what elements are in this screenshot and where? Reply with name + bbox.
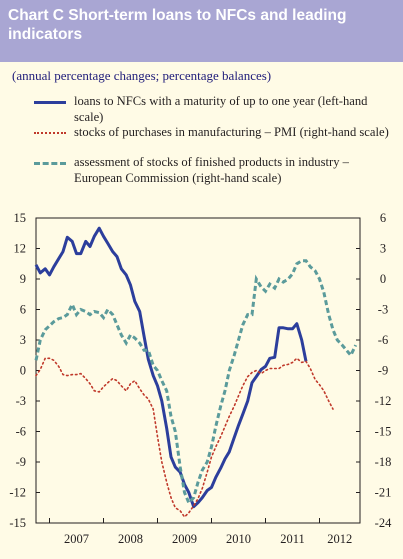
- x-tick-label: 2010: [226, 532, 251, 546]
- right-tick-label: -9: [377, 363, 389, 378]
- left-tick-label: -12: [9, 485, 26, 500]
- legend-label-pmi: stocks of purchases in manufacturing – PMI (right-hand scale): [74, 125, 389, 139]
- chart-subtitle: (annual percentage changes; percentage balances): [12, 68, 272, 83]
- left-tick-label: -3: [15, 394, 26, 408]
- right-tick-label: -21: [374, 485, 392, 500]
- chart-title: Chart C Short-term loans to NFCs and leading indicators: [8, 7, 347, 43]
- right-tick-label: -6: [377, 333, 389, 347]
- x-tick-label: 2012: [327, 532, 353, 546]
- x-tick-label: 2008: [118, 532, 143, 546]
- right-tick-label: -15: [374, 424, 392, 439]
- right-tick-label: -24: [374, 516, 392, 530]
- left-tick-label: 15: [13, 211, 26, 225]
- left-tick-label: 3: [19, 333, 26, 347]
- right-tick-label: -18: [374, 455, 392, 469]
- x-tick-label: 2007: [64, 532, 89, 546]
- left-tick-label: 6: [19, 302, 26, 317]
- series-line-loans: [36, 228, 306, 507]
- right-tick-label: -12: [374, 394, 392, 408]
- x-tick-label: 2009: [172, 532, 197, 546]
- left-tick-label: -9: [15, 455, 26, 469]
- series-line-ec: [36, 261, 356, 503]
- left-tick-label: -6: [15, 424, 26, 439]
- left-tick-label: 0: [19, 363, 26, 378]
- left-tick-label: 9: [19, 272, 26, 286]
- right-tick-label: 3: [379, 241, 387, 256]
- right-tick-label: -3: [377, 302, 389, 317]
- legend-label-ec: assessment of stocks of finished products in industry – European Commission (right-hand scale): [74, 155, 349, 185]
- left-tick-label: 12: [13, 241, 26, 256]
- left-tick-label: -15: [9, 516, 26, 530]
- right-tick-label: 0: [379, 272, 387, 286]
- legend-label-loans: loans to NFCs with a maturity of up to one year (left-hand scale): [74, 94, 368, 124]
- x-tick-label: 2011: [280, 532, 305, 546]
- right-tick-label: 6: [379, 211, 387, 225]
